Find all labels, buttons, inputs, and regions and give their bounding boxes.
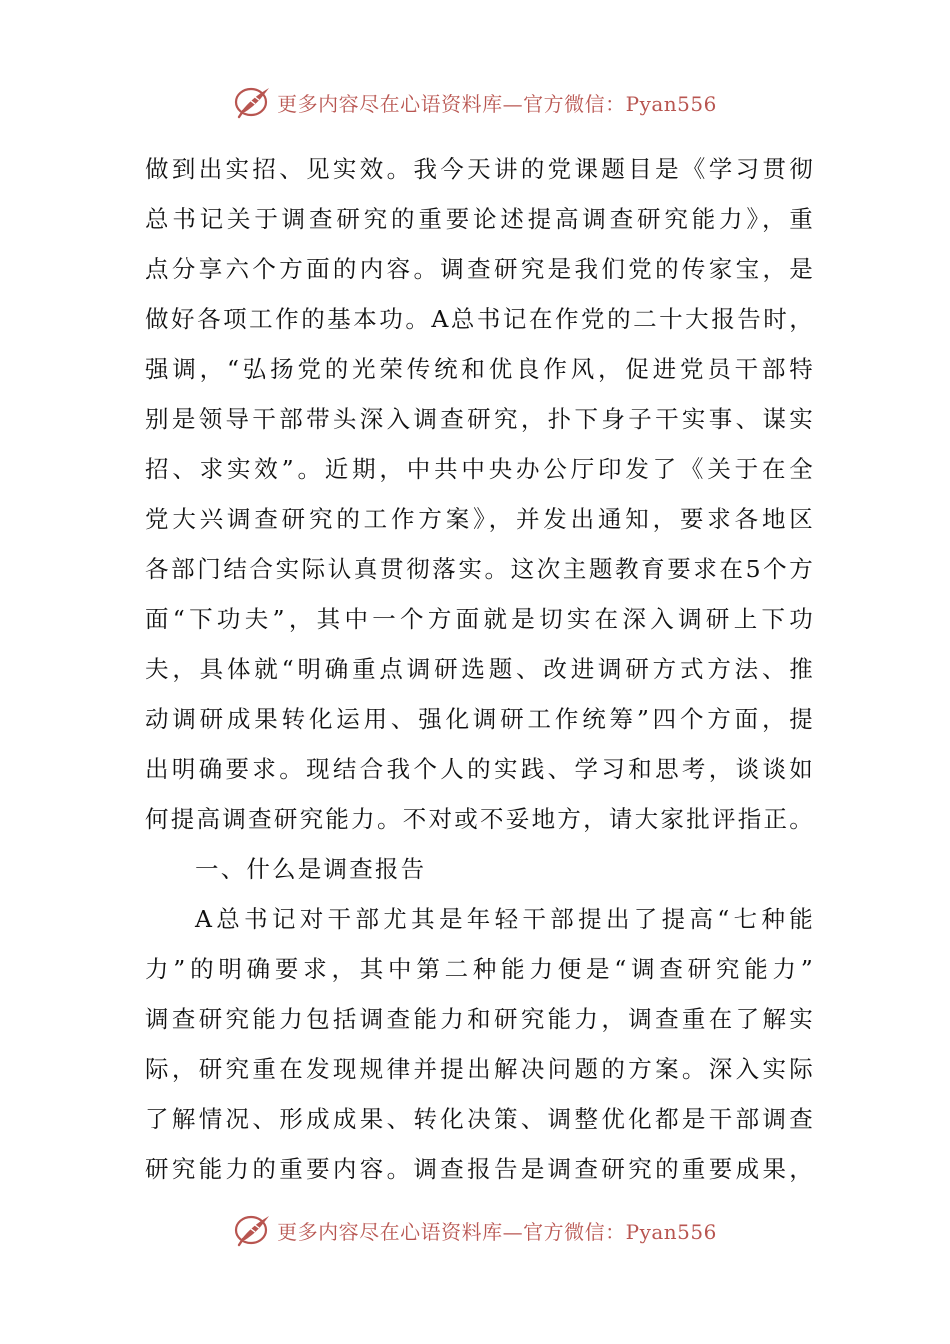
- text-line: 际，研究重在发现规律并提出解决问题的方案。深入实际: [145, 1055, 815, 1083]
- text-line: 党大兴调查研究的工作方案》，并发出通知，要求各地区: [145, 505, 815, 533]
- banner-text: 更多内容尽在心语资料库—官方微信：Pyan556: [277, 1219, 717, 1244]
- text-line: 强调，“弘扬党的光荣传统和优良作风，促进党员干部特: [145, 355, 815, 383]
- text-line: 出明确要求。现结合我个人的实践、学习和思考，谈谈如: [145, 755, 815, 783]
- text-line: 点分享六个方面的内容。调查研究是我们党的传家宝，是: [145, 255, 815, 283]
- text-line: 了解情况、形成成果、转化决策、调整优化都是干部调查: [145, 1105, 815, 1133]
- text-line: 招、求实效”。近期，中共中央办公厅印发了《关于在全: [145, 455, 815, 483]
- text-line: 别是领导干部带头深入调查研究，扑下身子干实事、谋实: [145, 405, 815, 433]
- text-line: A总书记对干部尤其是年轻干部提出了提高“七种能: [195, 905, 815, 933]
- banner-text: 更多内容尽在心语资料库—官方微信：Pyan556: [277, 91, 717, 116]
- text-line: 面“下功夫”，其中一个方面就是切实在深入调研上下功: [145, 605, 815, 633]
- text-line: 何提高调查研究能力。不对或不妥地方，请大家批评指正。: [145, 805, 815, 833]
- text-line: 夫，具体就“明确重点调研选题、改进调研方式方法、推: [145, 655, 815, 683]
- quill-pen-icon: [233, 1212, 273, 1248]
- text-line: 做到出实招、见实效。我今天讲的党课题目是《学习贯彻: [145, 155, 815, 183]
- section-heading: 一、什么是调查报告: [195, 855, 427, 883]
- text-line: 各部门结合实际认真贯彻落实。这次主题教育要求在5个方: [145, 555, 815, 583]
- quill-pen-icon: [233, 84, 273, 120]
- text-line: 调查研究能力包括调查能力和研究能力，调查重在了解实: [145, 1005, 815, 1033]
- text-line: 研究能力的重要内容。调查报告是调查研究的重要成果，: [145, 1155, 815, 1183]
- text-line: 做好各项工作的基本功。A总书记在作党的二十大报告时，: [145, 305, 815, 333]
- header-banner: [0, 82, 950, 122]
- text-line: 力”的明确要求，其中第二种能力便是“调查研究能力”: [145, 955, 815, 983]
- text-line: 总书记关于调查研究的重要论述提高调查研究能力》，重: [145, 205, 815, 233]
- text-line: 动调研成果转化运用、强化调研工作统筹”四个方面，提: [145, 705, 815, 733]
- footer-banner: [0, 1210, 950, 1250]
- document-body: [145, 144, 815, 1194]
